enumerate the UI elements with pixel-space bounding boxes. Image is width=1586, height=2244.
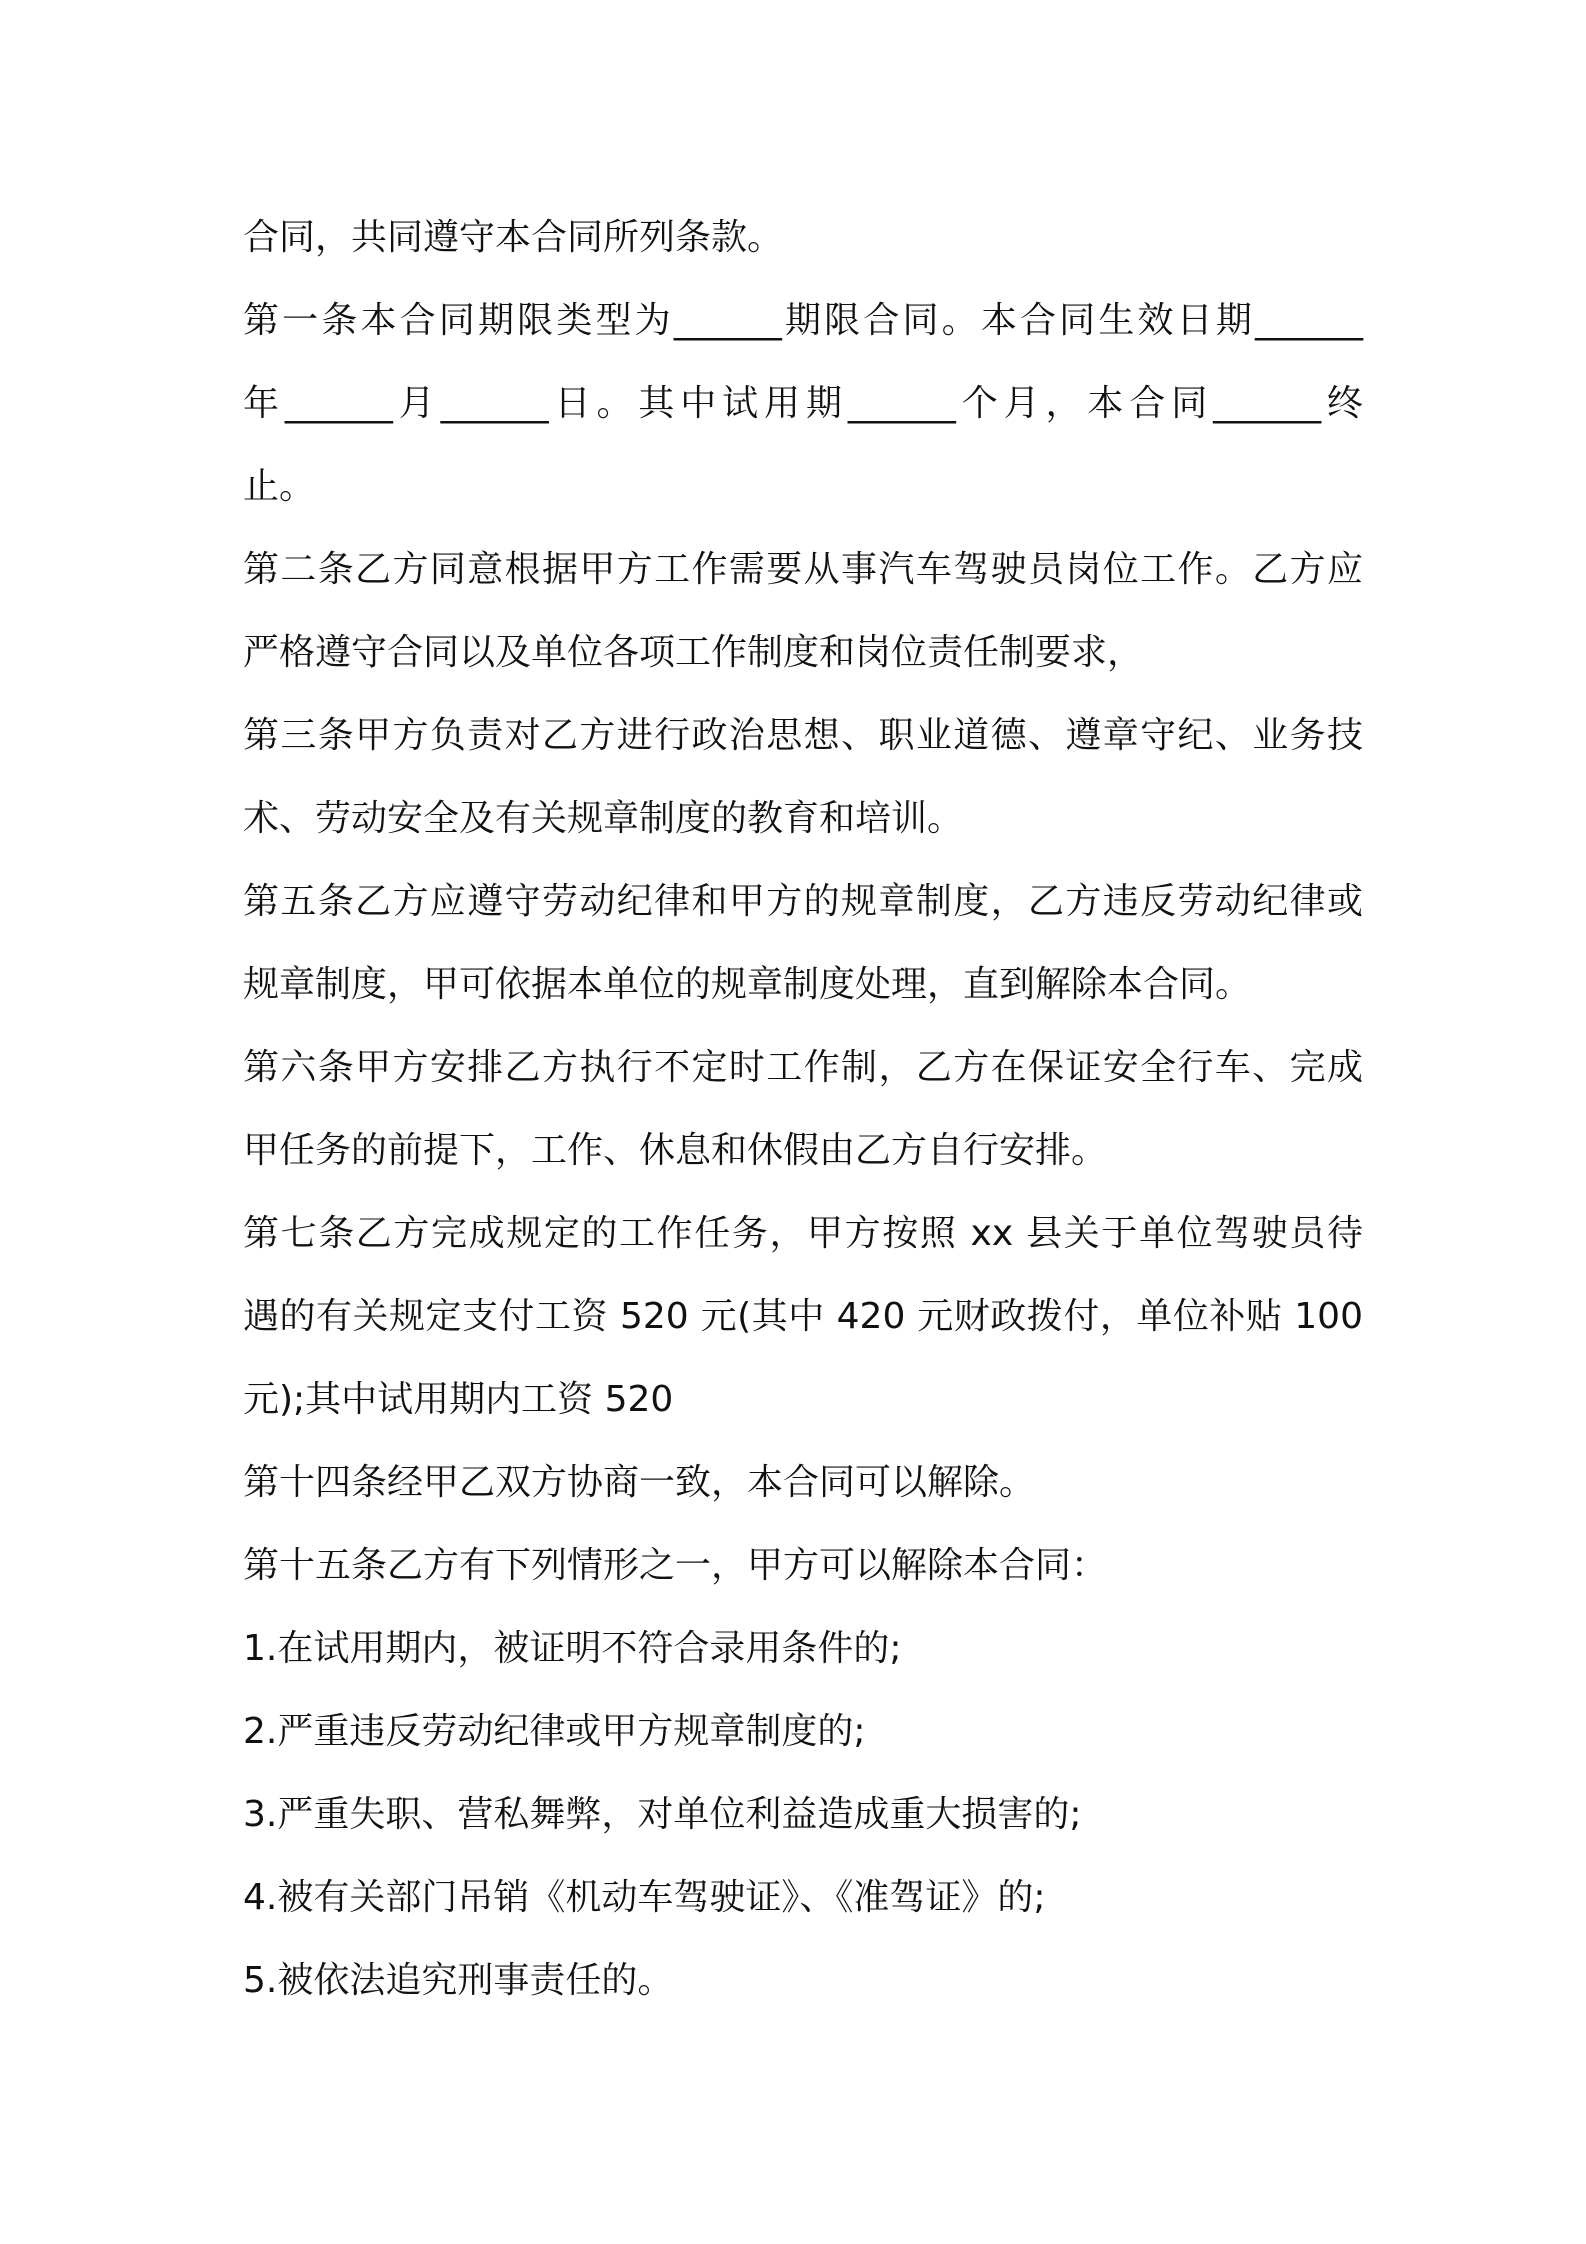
article-1-line-1: 第一条本合同期限类型为______期限合同。本合同生效日期______ xyxy=(243,300,1363,341)
article-2-line-2: 严格遵守合同以及单位各项工作制度和岗位责任制要求， xyxy=(243,632,1144,673)
list-item-5: 5.被依法追究刑事责任的。 xyxy=(243,1960,674,2001)
list-item-3: 3.严重失职、营私舞弊，对单位利益造成重大损害的; xyxy=(243,1794,1082,1835)
article-2-line-1: 第二条乙方同意根据甲方工作需要从事汽车驾驶员岗位工作。乙方应 xyxy=(243,549,1363,590)
text-line: 合同，共同遵守本合同所列条款。 xyxy=(243,217,784,258)
article-6-line-1: 第六条甲方安排乙方执行不定时工作制，乙方在保证安全行车、完成 xyxy=(243,1047,1363,1088)
article-1-line-3: 止。 xyxy=(243,466,316,507)
article-15-line: 第十五条乙方有下列情形之一，甲方可以解除本合同： xyxy=(243,1545,1108,1586)
article-1-line-2: 年______月______日。其中试用期______个月，本合同______终 xyxy=(243,383,1363,424)
article-3-line-2: 术、劳动安全及有关规章制度的教育和培训。 xyxy=(243,798,964,839)
article-7-line-3: 元);其中试用期内工资 520 xyxy=(243,1379,674,1420)
contract-body xyxy=(243,196,1363,2022)
article-14-line: 第十四条经甲乙双方协商一致，本合同可以解除。 xyxy=(243,1462,1036,1503)
article-6-line-2: 甲任务的前提下，工作、休息和休假由乙方自行安排。 xyxy=(243,1130,1108,1171)
article-5-line-2: 规章制度，甲可依据本单位的规章制度处理，直到解除本合同。 xyxy=(243,964,1252,1005)
article-7-line-2: 遇的有关规定支付工资 520 元(其中 420 元财政拨付，单位补贴 100 xyxy=(243,1296,1363,1337)
article-5-line-1: 第五条乙方应遵守劳动纪律和甲方的规章制度，乙方违反劳动纪律或 xyxy=(243,881,1363,922)
list-item-4: 4.被有关部门吊销《机动车驾驶证》、《准驾证》的; xyxy=(243,1877,1046,1918)
list-item-2: 2.严重违反劳动纪律或甲方规章制度的; xyxy=(243,1711,866,1752)
article-7-line-1: 第七条乙方完成规定的工作任务，甲方按照 xx 县关于单位驾驶员待 xyxy=(243,1213,1363,1254)
article-3-line-1: 第三条甲方负责对乙方进行政治思想、职业道德、遵章守纪、业务技 xyxy=(243,715,1363,756)
list-item-1: 1.在试用期内，被证明不符合录用条件的; xyxy=(243,1628,902,1669)
